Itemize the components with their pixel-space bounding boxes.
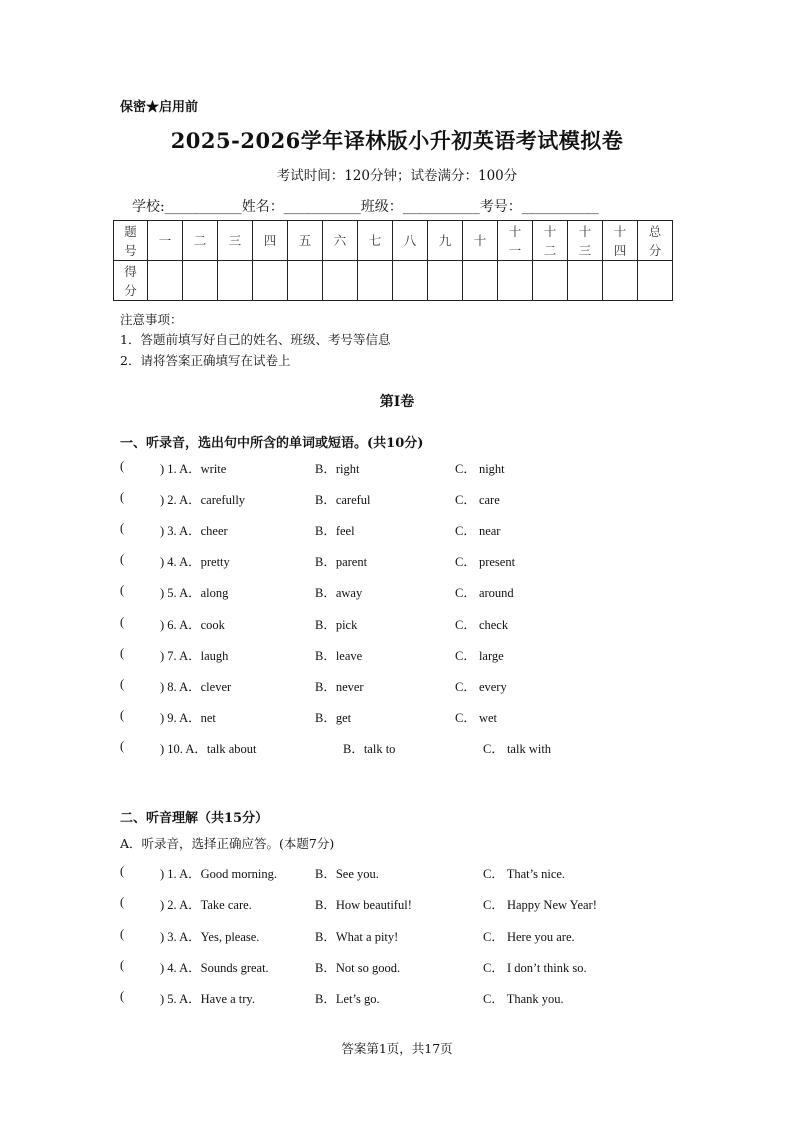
answer-paren[interactable]: ( [120, 958, 125, 972]
option-c: C． check [455, 618, 509, 632]
section1-title: 一、听录音，选出句中所含的单词或短语。(共10分) [120, 436, 424, 451]
option-b: B．careful [315, 493, 371, 507]
answer-paren[interactable]: ( [120, 895, 125, 909]
score-cell[interactable] [358, 261, 393, 301]
section2-title: 二、听音理解（共15分） [120, 811, 269, 826]
answer-paren[interactable]: ( [120, 552, 125, 566]
option-b: B．leave [315, 649, 363, 663]
score-col-header: 二 [183, 221, 218, 261]
score-table-score-row [114, 261, 673, 301]
option-a: ) 10. A．talk about [160, 742, 257, 756]
score-col-header: 三 [218, 221, 253, 261]
answer-paren[interactable]: ( [120, 583, 125, 597]
score-col-header: 九 [428, 221, 463, 261]
score-table-row-head: 题号 [114, 221, 148, 261]
option-b: B．talk to [343, 742, 396, 756]
answer-paren[interactable]: ( [120, 490, 125, 504]
answer-paren[interactable]: ( [120, 615, 125, 629]
answer-paren[interactable]: ( [120, 521, 125, 535]
score-cell[interactable] [498, 261, 533, 301]
option-a: ) 7. A．laugh [160, 649, 229, 663]
score-cell[interactable] [183, 261, 218, 301]
score-cell[interactable] [323, 261, 358, 301]
score-cell[interactable] [568, 261, 603, 301]
answer-paren[interactable]: ( [120, 708, 125, 722]
option-c: C． near [455, 524, 501, 538]
option-c: C． Happy New Year! [483, 898, 597, 912]
answer-paren[interactable]: ( [120, 646, 125, 660]
option-c: C． large [455, 649, 504, 663]
student-info-line: 学校:___________姓名：___________班级：___________考号：___________ [132, 199, 599, 215]
option-c: C． Thank you. [483, 992, 564, 1006]
option-b: B．get [315, 711, 352, 725]
option-b: B．never [315, 680, 364, 694]
option-b: B．See you. [315, 867, 379, 881]
answer-paren[interactable]: ( [120, 989, 125, 1003]
option-b: B．pick [315, 618, 358, 632]
exam-subtitle: 考试时间：120分钟；试卷满分：100分 [276, 168, 518, 184]
score-col-header: 十三 [568, 221, 603, 261]
score-col-header: 十二 [533, 221, 568, 261]
exam-title: 2025-2026学年译林版小升初英语考试模拟卷 [170, 128, 624, 153]
option-a: ) 3. A．Yes, please. [160, 930, 260, 944]
option-a: ) 2. A．carefully [160, 493, 246, 507]
note-item: 2．请将答案正确填写在试卷上 [120, 353, 291, 368]
score-col-header: 七 [358, 221, 393, 261]
option-a: ) 5. A．Have a try. [160, 992, 255, 1006]
score-col-header: 十一 [498, 221, 533, 261]
option-a: ) 5. A．along [160, 586, 229, 600]
option-b: B．right [315, 462, 360, 476]
score-cell[interactable] [428, 261, 463, 301]
option-a: ) 4. A．Sounds great. [160, 961, 269, 975]
option-b: B．How beautiful! [315, 898, 412, 912]
score-col-header: 总分 [638, 221, 673, 261]
option-c: C． wet [455, 711, 498, 725]
score-cell[interactable] [463, 261, 498, 301]
option-b: B．What a pity! [315, 930, 399, 944]
score-table [113, 220, 673, 301]
option-a: ) 1. A．Good morning. [160, 867, 278, 881]
option-b: B．Let’s go. [315, 992, 380, 1006]
option-a: ) 3. A．cheer [160, 524, 228, 538]
score-col-header: 十 [463, 221, 498, 261]
answer-paren[interactable]: ( [120, 739, 125, 753]
score-table-header-row [114, 221, 673, 261]
answer-paren[interactable]: ( [120, 864, 125, 878]
option-c: C． every [455, 680, 507, 694]
confidential-label: 保密★启用前 [120, 100, 199, 115]
option-a: ) 9. A．net [160, 711, 216, 725]
answer-paren[interactable]: ( [120, 459, 125, 473]
score-cell[interactable] [603, 261, 638, 301]
answer-paren[interactable]: ( [120, 927, 125, 941]
option-b: B．Not so good. [315, 961, 401, 975]
score-col-header: 八 [393, 221, 428, 261]
option-c: C． around [455, 586, 514, 600]
score-cell[interactable] [638, 261, 673, 301]
option-c: C． I don’t think so. [483, 961, 587, 975]
score-col-header: 六 [323, 221, 358, 261]
option-c: C． night [455, 462, 505, 476]
option-a: ) 6. A．cook [160, 618, 225, 632]
notes-title: 注意事项： [120, 312, 183, 327]
note-item: 1．答题前填写好自己的姓名、班级、考号等信息 [120, 332, 391, 347]
option-c: C． That’s nice. [483, 867, 566, 881]
option-b: B．parent [315, 555, 368, 569]
option-a: ) 4. A．pretty [160, 555, 230, 569]
score-col-header: 十四 [603, 221, 638, 261]
score-cell[interactable] [393, 261, 428, 301]
option-c: C． present [455, 555, 516, 569]
option-a: ) 2. A．Take care. [160, 898, 252, 912]
score-col-header: 五 [288, 221, 323, 261]
score-cell[interactable] [253, 261, 288, 301]
score-cell[interactable] [288, 261, 323, 301]
option-a: ) 1. A．write [160, 462, 227, 476]
score-col-header: 四 [253, 221, 288, 261]
score-table-row-head: 得分 [114, 261, 148, 301]
option-c: C． care [455, 493, 500, 507]
option-c: C． Here you are. [483, 930, 575, 944]
page-footer: 答案第1页，共17页 [341, 1041, 453, 1056]
option-b: B．feel [315, 524, 355, 538]
score-cell[interactable] [218, 261, 253, 301]
volume-heading: 第I卷 [379, 394, 415, 410]
score-cell[interactable] [533, 261, 568, 301]
option-b: B．away [315, 586, 363, 600]
answer-paren[interactable]: ( [120, 677, 125, 691]
score-cell[interactable] [148, 261, 183, 301]
option-c: C． talk with [483, 742, 552, 756]
option-a: ) 8. A．clever [160, 680, 232, 694]
section2-subtitle: A．听录音，选择正确应答。(本题7分) [120, 836, 335, 851]
score-col-header: 一 [148, 221, 183, 261]
